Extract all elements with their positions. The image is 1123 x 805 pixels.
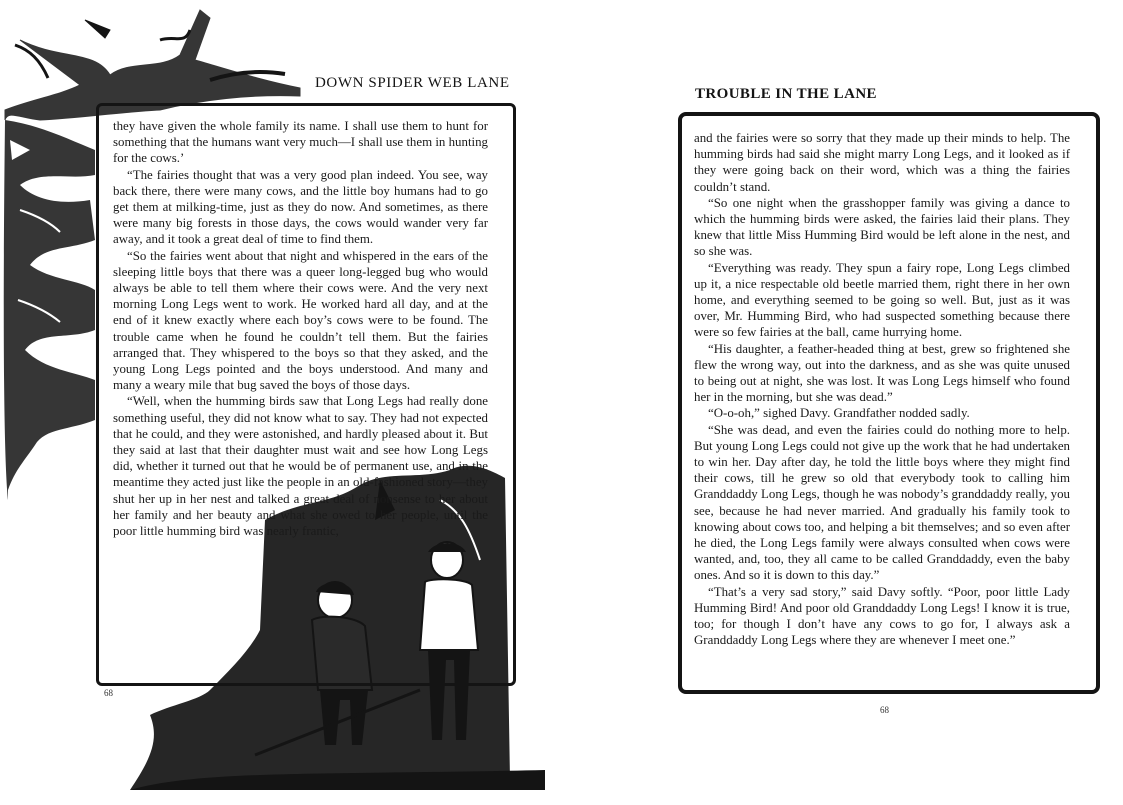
right-running-head: TROUBLE IN THE LANE bbox=[695, 86, 877, 102]
right-paragraph: “O-o-oh,” sighed Davy. Grandfather nodded sadly. bbox=[708, 406, 970, 421]
right-paragraph: and the fairies were so sorry that they made up their minds to help. The humming birds had said she might marry Long Legs, and it looked as if they were going back on their word, which was a thing the fairies couldn’t stand. bbox=[694, 131, 1070, 194]
left-edge-foliage bbox=[4, 120, 95, 500]
left-paragraph: “The fairies thought that was a very good plan indeed. You see, way back there, there were many cows, and the little boy humans had to go get them at milking-time, just as they do now. And sometimes, as there were many big forests in those days, the cows would wander very far away, and it took a great deal of time to find them. bbox=[113, 167, 488, 247]
right-paragraph: “She was dead, and even the fairies could do nothing more to help. But young Long Legs could not give up the work that he had undertaken to win her. Day after day, he told the little boys where they might find their cows, till he grew so old that everybody took to calling him Granddaddy Long Legs, though he was nobody’s granddaddy really, you see, because he had never married. And gradually his family took to knowing about cows too, and helping a bit themselves; and so even after he died, the Long Legs family were always consulted when cows were wanted, and, too, they all came to be called Granddaddy, even the baby ones. And so it is down to this day.” bbox=[694, 422, 1070, 583]
right-page-text bbox=[694, 130, 1070, 682]
left-page-number: 68 bbox=[104, 688, 113, 698]
right-paragraph: “That’s a very sad story,” said Davy softly. “Poor, poor little Lady Humming Bird! And poor old Granddaddy Long Legs! I know it is true, too; for though I don’t have any cows to go for, I always ask a Granddaddy Long Legs where they are whenever I meet one.” bbox=[694, 584, 1070, 648]
left-paragraph: they have given the whole family its name. I shall use them to hunt for something that the humans want very much—I shall use them in hunting for the cows.’ bbox=[113, 119, 488, 166]
left-paragraph: “Well, when the humming birds saw that Long Legs had really done something useful, they did not know what to say. They had not expected that he could, and they were astonished, and hardly pleased about it. But they said at last that their daughter must wait and see how Long Legs did, whether it turned out that he would be of permanent use, and in the meantime they acted just like the people in an old-fashioned story—they shut her up in her nest and talked a great deal of nonsense to her about her family and her beauty and what she owed to her people, until the poor little humming bird was nearly frantic, bbox=[113, 394, 488, 539]
left-running-head: DOWN SPIDER WEB LANE bbox=[315, 75, 510, 91]
left-page-text bbox=[113, 118, 488, 673]
right-paragraph: “So one night when the grasshopper family was giving a dance to which the humming birds were asked, the fairies laid their plans. They knew that little Miss Humming Bird would be left alone in the nest, and so she was. bbox=[694, 195, 1070, 259]
right-paragraph: “Everything was ready. They spun a fairy rope, Long Legs climbed up it, a nice respectable old beetle married them, right there in her own home, and everything seemed to be going so well. But, just as it was over, Mr. Humming Bird, who had suspected something because there were so few fairies at the ball, came hurrying home. bbox=[694, 260, 1070, 340]
right-paragraph: “His daughter, a feather-headed thing at best, grew so frightened she flew the wrong way, out into the darkness, and as she was quite unused to being out at night, she was lost. It was Long Legs himself who found her in the morning, but she was dead.” bbox=[694, 341, 1070, 405]
left-paragraph: “So the fairies went about that night and whispered in the ears of the sleeping little boys that there was a queer long-legged bug who would always be able to tell them where their cows were. And the very next morning Long Legs went to work. He worked hard all day, and at the end of it knew exactly where each boy’s cows were to be found. The trouble came when he found he couldn’t tell them. But the fairies arranged that. They whispered to the boys so that they asked, and the young Long Legs pointed and the boys understood. And many and many a weary mile that bug saved the boys of those days. bbox=[113, 248, 488, 393]
right-page-number: 68 bbox=[880, 705, 889, 715]
